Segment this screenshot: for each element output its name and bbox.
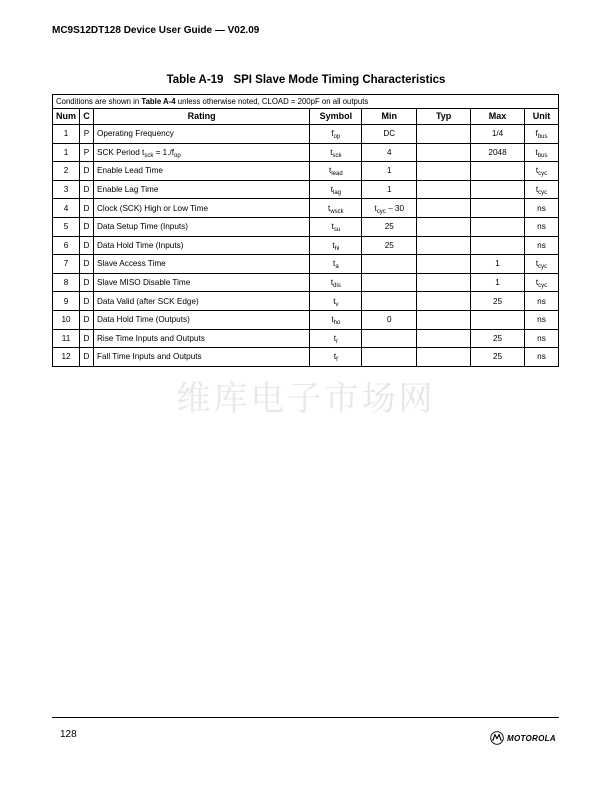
- cell-c: D: [80, 236, 94, 255]
- cell-unit: $t_{cyc}$: [524, 180, 558, 199]
- table-row: [53, 199, 559, 218]
- page-number: 128: [60, 729, 77, 740]
- cell-num: 2: [53, 162, 80, 181]
- table-row: [53, 292, 559, 311]
- cell-typ: [417, 125, 471, 144]
- cell-c: D: [80, 217, 94, 236]
- cell-min: [362, 348, 417, 367]
- cell-rating: Data Hold Time (Outputs): [93, 310, 309, 329]
- cell-typ: [417, 329, 471, 348]
- cell-typ: [417, 310, 471, 329]
- cell-max: [471, 162, 525, 181]
- cell-max: 1/4: [471, 125, 525, 144]
- cell-rating: Enable Lead Time: [93, 162, 309, 181]
- cell-c: D: [80, 273, 94, 292]
- cell-c: D: [80, 255, 94, 274]
- document-header: MC9S12DT128 Device User Guide — V02.09: [52, 25, 260, 36]
- cell-unit: $t_{bus}$: [524, 143, 558, 162]
- cell-num: 7: [53, 255, 80, 274]
- cell-min: 1: [362, 180, 417, 199]
- table-number: Table A-19: [166, 74, 224, 86]
- col-unit: Unit: [524, 108, 558, 125]
- conditions-note: Conditions are shown in Table A-4 unless otherwise noted, CLOAD = 200pF on all outputs: [53, 95, 559, 109]
- cell-unit: ns: [524, 348, 558, 367]
- cell-min: [362, 273, 417, 292]
- cell-typ: [417, 143, 471, 162]
- table-row: [53, 143, 559, 162]
- cell-symbol: $t_{hi}$: [310, 236, 362, 255]
- table-title: SPI Slave Mode Timing Characteristics: [233, 74, 446, 86]
- watermark: 维库电子市场网: [176, 379, 436, 419]
- table-row: [53, 348, 559, 367]
- timing-table: [52, 94, 559, 367]
- cell-rating: Slave Access Time: [93, 255, 309, 274]
- cell-c: P: [80, 143, 94, 162]
- cell-max: 25: [471, 292, 525, 311]
- cell-c: D: [80, 292, 94, 311]
- col-max: Max: [471, 108, 525, 125]
- conditions-row: [53, 95, 559, 109]
- cell-c: D: [80, 162, 94, 181]
- table-row: [53, 329, 559, 348]
- cell-max: 25: [471, 329, 525, 348]
- cell-min: $t_{cyc} - 30$: [362, 199, 417, 218]
- cell-rating: Data Setup Time (Inputs): [93, 217, 309, 236]
- col-num: Num: [53, 108, 80, 125]
- cell-max: 25: [471, 348, 525, 367]
- cell-num: 10: [53, 310, 80, 329]
- cell-typ: [417, 348, 471, 367]
- motorola-logo: [490, 731, 556, 745]
- table-row: [53, 236, 559, 255]
- table-caption: [0, 74, 612, 86]
- col-rating: Rating: [93, 108, 309, 125]
- footer-rule: [52, 717, 559, 718]
- cell-typ: [417, 292, 471, 311]
- cell-typ: [417, 217, 471, 236]
- cell-unit: $t_{cyc}$: [524, 162, 558, 181]
- cell-symbol: $t_{lag}$: [310, 180, 362, 199]
- cell-num: 3: [53, 180, 80, 199]
- cell-c: D: [80, 199, 94, 218]
- cell-max: 2048: [471, 143, 525, 162]
- cell-num: 1: [53, 125, 80, 144]
- cell-typ: [417, 255, 471, 274]
- header-row: [53, 108, 559, 125]
- cell-unit: ns: [524, 236, 558, 255]
- cell-symbol: $t_{sck}$: [310, 143, 362, 162]
- cell-min: 25: [362, 217, 417, 236]
- cell-c: P: [80, 125, 94, 144]
- cell-symbol: $t_{dis}$: [310, 273, 362, 292]
- cell-num: 11: [53, 329, 80, 348]
- cell-num: 6: [53, 236, 80, 255]
- cell-max: [471, 180, 525, 199]
- table-row: [53, 310, 559, 329]
- cell-rating: Data Valid (after SCK Edge): [93, 292, 309, 311]
- col-min: Min: [362, 108, 417, 125]
- cell-unit: ns: [524, 217, 558, 236]
- brand-name: MOTOROLA: [507, 733, 556, 743]
- cell-symbol: $t_v$: [310, 292, 362, 311]
- cell-min: 25: [362, 236, 417, 255]
- cell-rating: Data Hold Time (Inputs): [93, 236, 309, 255]
- cell-min: 4: [362, 143, 417, 162]
- cell-max: 1: [471, 273, 525, 292]
- cell-c: D: [80, 180, 94, 199]
- cell-unit: ns: [524, 310, 558, 329]
- table-row: [53, 162, 559, 181]
- cell-num: 5: [53, 217, 80, 236]
- cell-num: 8: [53, 273, 80, 292]
- cell-max: [471, 310, 525, 329]
- cell-unit: ns: [524, 292, 558, 311]
- cell-symbol: $t_{su}$: [310, 217, 362, 236]
- cell-num: 9: [53, 292, 80, 311]
- cell-typ: [417, 162, 471, 181]
- cell-num: 1: [53, 143, 80, 162]
- cell-unit: ns: [524, 329, 558, 348]
- cell-typ: [417, 180, 471, 199]
- cell-rating: Fall Time Inputs and Outputs: [93, 348, 309, 367]
- cell-symbol: $t_{ho}$: [310, 310, 362, 329]
- cell-min: 0: [362, 310, 417, 329]
- cell-rating: Rise Time Inputs and Outputs: [93, 329, 309, 348]
- cell-rating: Enable Lag Time: [93, 180, 309, 199]
- cell-symbol: $t_r$: [310, 329, 362, 348]
- cell-min: [362, 329, 417, 348]
- cell-symbol: $t_{wsck}$: [310, 199, 362, 218]
- cell-max: [471, 199, 525, 218]
- cell-unit: $t_{cyc}$: [524, 255, 558, 274]
- cell-symbol: $f_{op}$: [310, 125, 362, 144]
- cell-num: 12: [53, 348, 80, 367]
- motorola-batwing-icon: [490, 731, 504, 745]
- cell-rating: Clock (SCK) High or Low Time: [93, 199, 309, 218]
- table-row: [53, 255, 559, 274]
- cell-unit: ns: [524, 199, 558, 218]
- cell-unit: $f_{bus}$: [524, 125, 558, 144]
- col-typ: Typ: [417, 108, 471, 125]
- cell-c: D: [80, 310, 94, 329]
- col-c: C: [80, 108, 94, 125]
- cell-symbol: $t_{lead}$: [310, 162, 362, 181]
- cell-min: [362, 292, 417, 311]
- cell-rating: Operating Frequency: [93, 125, 309, 144]
- table-row: [53, 180, 559, 199]
- cell-symbol: $t_a$: [310, 255, 362, 274]
- cell-num: 4: [53, 199, 80, 218]
- cell-min: DC: [362, 125, 417, 144]
- cell-c: D: [80, 329, 94, 348]
- cell-rating: Slave MISO Disable Time: [93, 273, 309, 292]
- cell-rating: SCK Period $t_{sck} = 1./f_{op}$: [93, 143, 309, 162]
- cell-symbol: $t_f$: [310, 348, 362, 367]
- cell-min: [362, 255, 417, 274]
- cell-max: [471, 217, 525, 236]
- cell-max: 1: [471, 255, 525, 274]
- table-row: [53, 217, 559, 236]
- table-row: [53, 125, 559, 144]
- col-symbol: Symbol: [310, 108, 362, 125]
- cell-c: D: [80, 348, 94, 367]
- cell-typ: [417, 273, 471, 292]
- cell-max: [471, 236, 525, 255]
- cell-typ: [417, 236, 471, 255]
- table-row: [53, 273, 559, 292]
- cell-unit: $t_{cyc}$: [524, 273, 558, 292]
- cell-min: 1: [362, 162, 417, 181]
- cell-typ: [417, 199, 471, 218]
